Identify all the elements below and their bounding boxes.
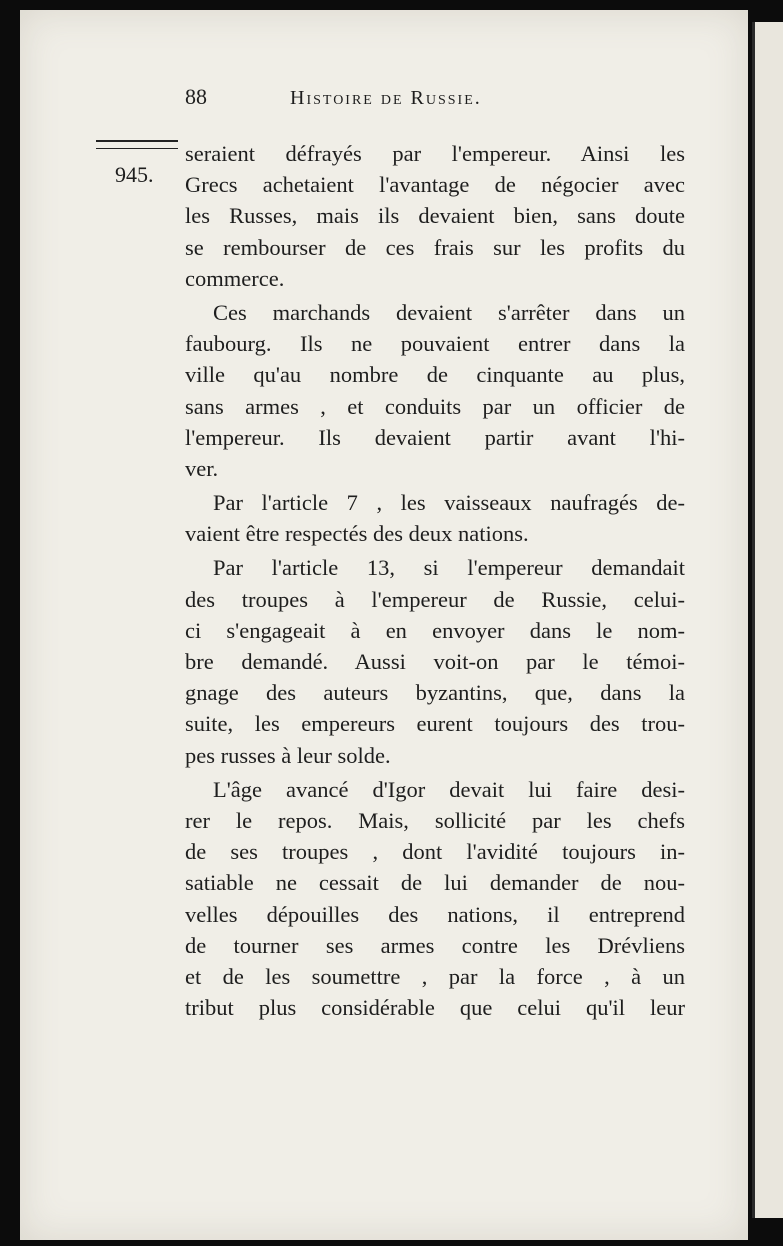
text-line: seraient défrayés par l'empereur. Ainsi les: [185, 141, 685, 166]
text-line: satiable ne cessait de lui demander de nou-: [185, 870, 685, 896]
text-line: L'âge avancé d'Igor devait lui faire desi-: [213, 776, 685, 802]
text-line: ville qu'au nombre de cinquante au plus,: [185, 362, 685, 388]
margin-year: 945.: [115, 162, 154, 187]
text-line: se rembourser de ces frais sur les profits du: [185, 234, 685, 260]
text-line: Grecs achetaient l'avantage de négocier avec: [185, 172, 685, 198]
margin-rule: [96, 140, 178, 149]
text-line: Par l'article 13, si l'empereur demandait: [213, 555, 685, 581]
text-line: ci s'engageait à en envoyer dans le nom-: [185, 617, 685, 643]
text-line: gnage des auteurs byzantins, que, dans la: [185, 680, 685, 706]
text-line: de tourner ses armes contre les Drévliens: [185, 932, 685, 958]
text-line: commerce.: [185, 265, 285, 291]
text-line: bre demandé. Aussi voit-on par le témoi-: [185, 649, 685, 674]
text-line: rer le repos. Mais, sollicité par les chefs: [185, 807, 685, 833]
page-header: [185, 84, 585, 120]
body-text: [185, 138, 685, 1023]
text-line: pes russes à leur solde.: [185, 742, 391, 768]
text-line: Par l'article 7 , les vaisseaux naufragés de-: [213, 490, 685, 516]
text-line: de ses troupes , dont l'avidité toujours in-: [185, 839, 685, 865]
text-line: tribut plus considérable que celui qu'il leur: [185, 995, 685, 1021]
running-head: Histoire de Russie.: [290, 87, 482, 109]
text-line: Ces marchands devaient s'arrêter dans un: [213, 299, 685, 325]
text-line: et de les soumettre , par la force , à un: [185, 963, 685, 989]
text-line: les Russes, mais ils devaient bien, sans doute: [185, 203, 685, 229]
text-line: velles dépouilles des nations, il entreprend: [185, 901, 685, 927]
text-line: vaient être respectés des deux nations.: [185, 521, 529, 547]
adjacent-page-edge: [752, 22, 783, 1218]
page-number: 88: [185, 84, 207, 109]
text-line: des troupes à l'empereur de Russie, celui-: [185, 586, 685, 612]
text-line: suite, les empereurs eurent toujours des trou-: [185, 711, 685, 737]
text-line: ver.: [185, 455, 219, 481]
text-line: sans armes , et conduits par un officier de: [185, 393, 685, 419]
text-line: faubourg. Ils ne pouvaient entrer dans la: [185, 331, 685, 357]
text-line: l'empereur. Ils devaient partir avant l'hi-: [185, 424, 685, 450]
